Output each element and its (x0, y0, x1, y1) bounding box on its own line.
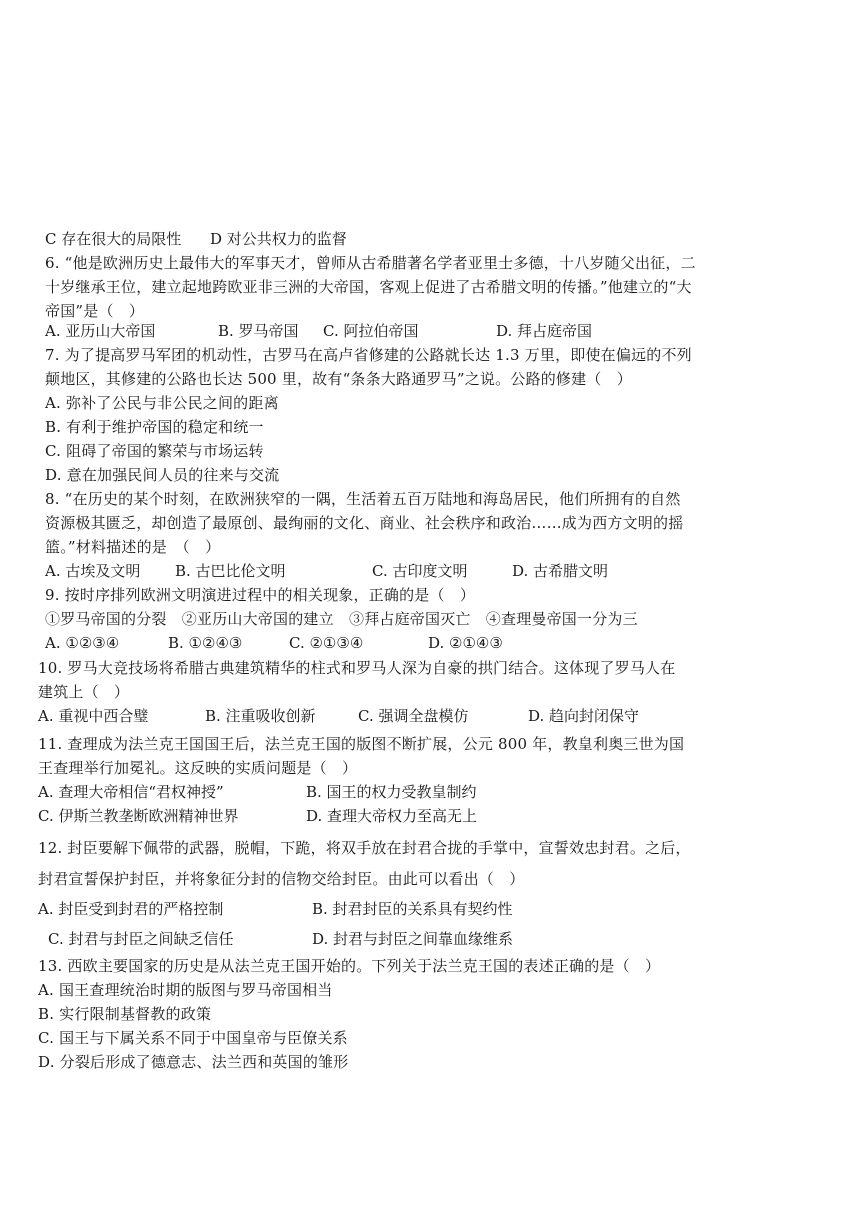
question-10-option-d: D. 趋向封闭保守 (528, 707, 640, 725)
question-7-option-a: A. 弥补了公民与非公民之间的距离 (45, 394, 279, 412)
question-11-option-a: A. 查理大帝相信“君权神授” (38, 783, 224, 801)
question-6-option-a: A. 亚历山大帝国 (45, 322, 156, 340)
question-11-option-b: B. 国王的权力受教皇制约 (306, 783, 477, 801)
question-13-option-c: C. 国王与下属关系不同于中国皇帝与臣僚关系 (38, 1029, 348, 1047)
question-6-stem-line-1: 6. “他是欧洲历史上最伟大的军事天才，曾师从古希腊著名学者亚里士多德，十八岁随父出征，二 (45, 254, 696, 272)
question-8-stem-line-3: 篮。”材料描述的是 （ ） (45, 538, 221, 556)
question-12-option-c: C. 封君与封臣之间缺乏信任 (48, 930, 234, 948)
question-12-option-b: B. 封君封臣的关系具有契约性 (312, 900, 513, 918)
question-8-option-c: C. 古印度文明 (372, 562, 468, 580)
question-7-option-d: D. 意在加强民间人员的往来与交流 (45, 466, 280, 484)
question-13-option-b: B. 实行限制基督教的政策 (38, 1005, 212, 1023)
question-8-stem-line-1: 8. “在历史的某个时刻，在欧洲狭窄的一隅，生活着五百万陆地和海岛居民，他们所拥有的自然 (45, 490, 681, 508)
question-12-stem-line-1: 12. 封臣要解下佩带的武器，脱帽，下跪，将双手放在封君合拢的手掌中，宣誓效忠封君。之后， (38, 839, 691, 857)
question-9-option-b: B. ①②④③ (168, 634, 243, 652)
question-8-option-b: B. 古巴比伦文明 (175, 562, 286, 580)
question-9-option-a: A. ①②③④ (45, 634, 120, 652)
question-6-stem-line-2: 十岁继承王位，建立起地跨欧亚非三洲的大帝国，客观上促进了古希腊文明的传播。”他建立的“大 (45, 278, 692, 296)
question-7-stem-line-2: 颠地区，其修建的公路也长达 500 里，故有“条条大路通罗马”之说。公路的修建（ ） (45, 370, 632, 388)
option-c: C 存在很大的局限性 (45, 230, 182, 248)
question-9-option-d: D. ②①④③ (428, 634, 503, 652)
question-11-stem-line-2: 王查理举行加冕礼。这反映的实质问题是（ ） (38, 759, 358, 777)
question-10-option-b: B. 注重吸收创新 (205, 707, 316, 725)
option-d: D 对公共权力的监督 (210, 230, 347, 248)
question-11-stem-line-1: 11. 查理成为法兰克王国国王后，法兰克王国的版图不断扩展，公元 800 年，教皇利奥三世为国 (38, 735, 685, 753)
question-9-stem-line-1: 9. 按时序排列欧洲文明演进过程中的相关现象，正确的是（ ） (45, 586, 476, 604)
question-10-option-a: A. 重视中西合璧 (38, 707, 149, 725)
question-6-option-d: D. 拜占庭帝国 (496, 322, 593, 340)
question-10-stem-line-2: 建筑上（ ） (38, 683, 130, 701)
question-13-option-a: A. 国王查理统治时期的版图与罗马帝国相当 (38, 981, 333, 999)
question-10-stem-line-1: 10. 罗马大竞技场将希腊古典建筑精华的柱式和罗马人深为自豪的拱门结合。这体现了罗马人在 (38, 659, 676, 677)
question-6-option-b: B. 罗马帝国 (218, 322, 299, 340)
question-7-option-c: C. 阻碍了帝国的繁荣与市场运转 (45, 442, 264, 460)
question-12-option-d: D. 封君与封臣之间靠血缘维系 (312, 930, 514, 948)
question-12-option-a: A. 封臣受到封君的严格控制 (38, 900, 224, 918)
question-9-option-c: C. ②①③④ (289, 634, 364, 652)
question-10-option-c: C. 强调全盘模仿 (358, 707, 469, 725)
question-11-option-c: C. 伊斯兰教垄断欧洲精神世界 (38, 807, 239, 825)
question-7-stem-line-1: 7. 为了提高罗马军团的机动性，古罗马在高卢省修建的公路就长达 1.3 万里，即使在偏远的不列 (45, 346, 692, 364)
question-6-stem-line-3: 帝国”是（ ） (45, 302, 145, 320)
question-11-option-d: D. 查理大帝权力至高无上 (306, 807, 478, 825)
question-7-option-b: B. 有利于维护帝国的稳定和统一 (45, 418, 264, 436)
question-8-stem-line-2: 资源极其匮乏，却创造了最原创、最绚丽的文化、商业、社会秩序和政治……成为西方文明的摇 (45, 514, 684, 532)
question-8-option-d: D. 古希腊文明 (512, 562, 609, 580)
question-12-stem-line-2: 封君宣誓保护封臣，并将象征分封的信物交给封臣。由此可以看出（ ） (38, 870, 525, 888)
question-9-stem-line-2: ①罗马帝国的分裂 ②亚历山大帝国的建立 ③拜占庭帝国灭亡 ④查理曼帝国一分为三 (45, 610, 638, 628)
question-8-option-a: A. 古埃及文明 (45, 562, 141, 580)
question-13-stem-line-1: 13. 西欧主要国家的历史是从法兰克王国开始的。下列关于法兰克王国的表述正确的是（ ） (38, 957, 661, 975)
question-6-option-c: C. 阿拉伯帝国 (323, 322, 419, 340)
question-13-option-d: D. 分裂后形成了德意志、法兰西和英国的雏形 (38, 1053, 349, 1071)
